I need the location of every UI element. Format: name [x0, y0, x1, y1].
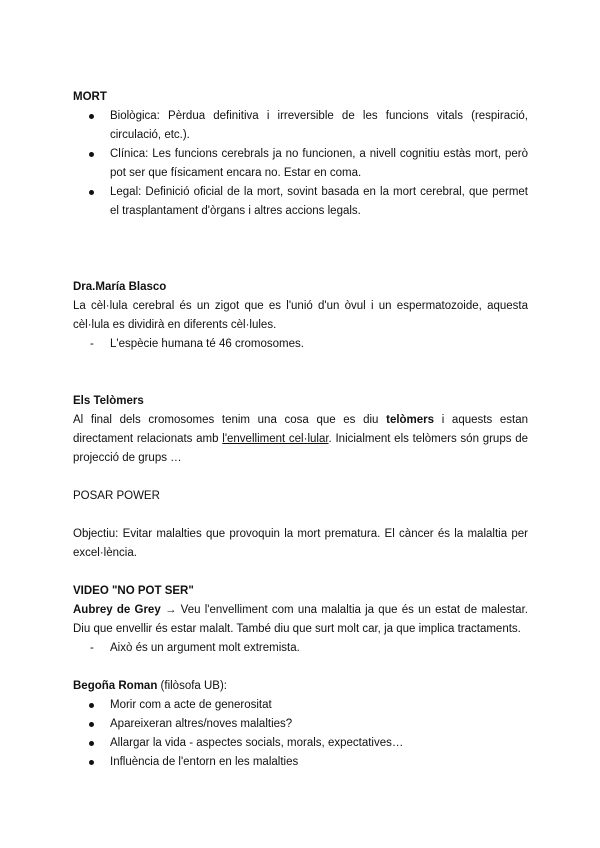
video-speaker: Aubrey de Grey: [73, 604, 161, 616]
roman-heading: [73, 677, 528, 696]
section-telomers: [73, 392, 528, 468]
roman-name: Begoña Roman: [73, 680, 158, 692]
section-title-mort: MORT: [73, 91, 107, 103]
telomers-underlined-term: l'envelliment cel·lular: [222, 433, 329, 445]
list-item: Legal: Definició oficial de la mort, sovint basada en la mort cerebral, que permet el trasplantament d'òrgans i altres accions legals.: [73, 183, 528, 221]
section-roman: [73, 677, 528, 772]
document-body: [73, 88, 528, 772]
objectiu-paragraph: Objectiu: Evitar malalties que provoquin la mort prematura. El càncer és la malaltia per excel·lència.: [73, 528, 528, 559]
section-title-video: VIDEO "NO POT SER": [73, 585, 194, 597]
list-item: Biològica: Pèrdua definitiva i irreversible de les funcions vitals (respiració, circulació, etc.).: [73, 107, 528, 145]
roman-role: (filòsofa UB):: [157, 680, 228, 692]
telomers-text-after: . Inicialment els telòmers són grups de projecció de grups …: [73, 433, 528, 464]
list-item: Clínica: Les funcions cerebrals ja no funcionen, a nivell cognitiu estàs mort, però pot ser que físicament encara no. Estar en coma.: [73, 145, 528, 183]
section-blasco: [73, 278, 528, 354]
roman-list: [73, 696, 528, 772]
blasco-paragraph: La cèl·lula cerebral és un zigot que es l'unió d'un òvul i un espermatozoide, aquesta cèl·lula es dividirà en diferents cèl·lules.: [73, 300, 528, 331]
arrow-right-icon: →: [164, 604, 177, 616]
section-objectiu: [73, 525, 528, 563]
video-paragraph: [73, 601, 528, 639]
section-title-telomers: Els Telòmers: [73, 395, 144, 407]
list-item: Morir com a acte de generositat: [73, 696, 528, 715]
section-mort: [73, 88, 528, 221]
telomers-text-before: Al final dels cromosomes tenim una cosa que es diu: [73, 414, 387, 426]
telomers-paragraph: [73, 411, 528, 468]
dash-item: - Això és un argument molt extremista.: [73, 639, 528, 658]
list-item: Apareixeran altres/noves malalties?: [73, 715, 528, 734]
list-item: Allargar la vida - aspectes socials, morals, expectatives…: [73, 734, 528, 753]
list-item: Influència de l'entorn en les malalties: [73, 753, 528, 772]
section-video: [73, 582, 528, 658]
posar-text: POSAR POWER: [73, 490, 160, 502]
telomers-bold-word: telòmers: [386, 414, 435, 426]
telomers-text-middle: i aquests estan directament relacionats amb: [73, 414, 528, 445]
dash-item: - L'espècie humana té 46 cromosomes.: [73, 335, 528, 354]
section-posar: [73, 487, 528, 506]
section-title-blasco: Dra.María Blasco: [73, 281, 167, 293]
blasco-dash-list: [73, 335, 528, 354]
mort-list: [73, 107, 528, 221]
video-text: Veu l'envelliment com una malaltia ja que és un estat de malestar. Diu que envellir és estar malalt. També diu que surt molt car, ja que implica tractaments.: [73, 604, 528, 635]
video-dash-list: [73, 639, 528, 658]
